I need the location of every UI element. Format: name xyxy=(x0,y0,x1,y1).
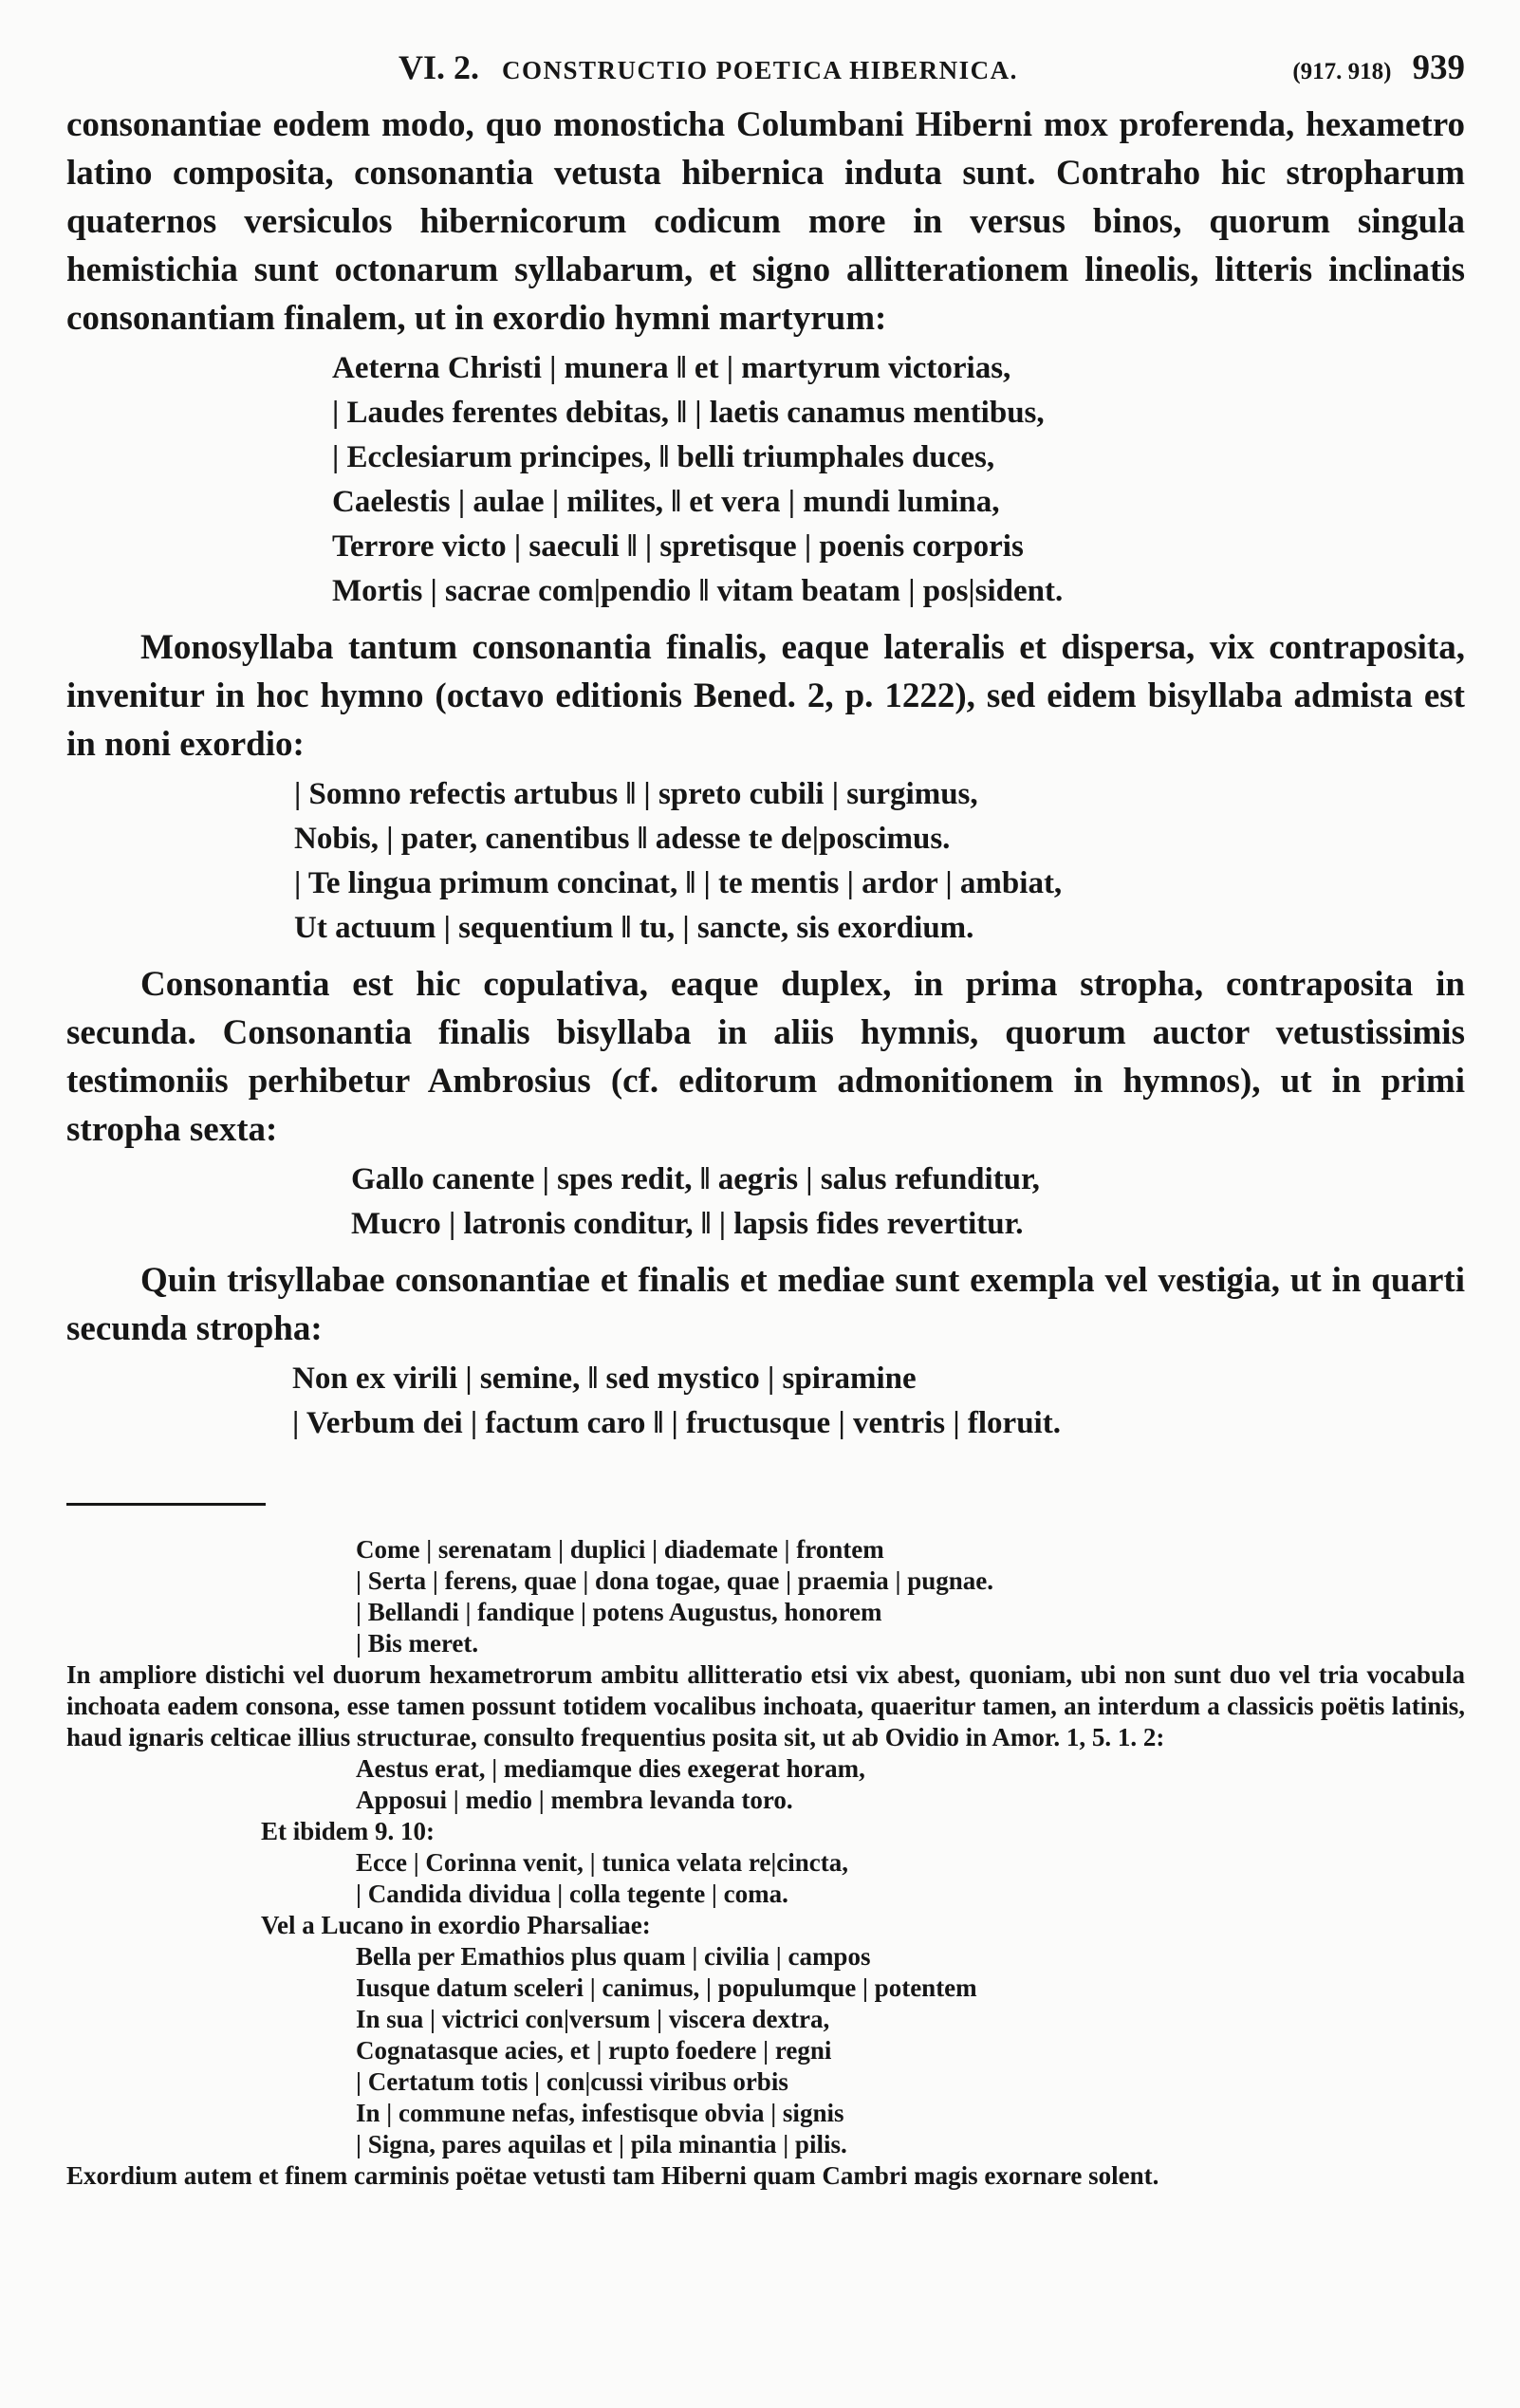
footnote-verse-block xyxy=(66,1847,1465,1910)
verse-line: | Certatum totis | con|cussi viribus orbis xyxy=(356,2067,788,2096)
footnote-verse-block xyxy=(66,1534,1465,1659)
verse-line: Bella per Emathios plus quam | civilia | campos xyxy=(356,1942,871,1971)
verse-block-martyrum xyxy=(66,346,1465,614)
verse-line: | Somno refectis artubus ‖ | spreto cubili | surgimus, xyxy=(294,777,978,811)
verse-line: Non ex virili | semine, ‖ sed mystico | spiramine xyxy=(292,1361,917,1396)
footnote-verse-block xyxy=(66,1753,1465,1816)
verse-block-noni xyxy=(66,772,1465,951)
verse-line: Ut actuum | sequentium ‖ tu, | sancte, sis exordium. xyxy=(294,911,974,945)
verse-line: Caelestis | aulae | milites, ‖ et vera | mundi lumina, xyxy=(332,485,1000,519)
verse-line: | Serta | ferens, quae | dona togae, quae | praemia | pugnae. xyxy=(356,1566,993,1595)
verse-block-quarti xyxy=(66,1357,1465,1446)
running-header xyxy=(66,47,1465,101)
verse-line: | Bis meret. xyxy=(356,1629,479,1658)
running-title: CONSTRUCTIO POETICA HIBERNICA. xyxy=(502,56,1018,84)
footnote-paragraph: In ampliore distichi vel duorum hexametrorum ambitu allitteratio etsi vix abest, quoniam, ubi non sunt duo vel tria vocabula inchoata eadem consona, esse tamen possunt totidem vocalibus inchoata, quaeritur tamen, an interdum a classicis poëtis latinis, haud ignaris celticae illius structurae, consulto frequentius posita sit, ut ab Ovidio in Amor. 1, 5. 1. 2: xyxy=(66,1660,1465,1751)
main-text xyxy=(66,101,1465,1446)
verse-line: | Laudes ferentes debitas, ‖ | laetis canamus mentibus, xyxy=(332,396,1045,430)
footnote-verse-block xyxy=(66,1941,1465,2160)
verse-line: | Signa, pares aquilas et | pila minantia | pilis. xyxy=(356,2130,847,2158)
verse-line: Cognatasque acies, et | rupto foedere | regni xyxy=(356,2036,832,2065)
verse-line: Apposui | medio | membra levanda toro. xyxy=(356,1786,793,1814)
verse-block-primi xyxy=(66,1158,1465,1247)
paragraph: Quin trisyllabae consonantiae et finalis et mediae sunt exempla vel vestigia, ut in quarti secunda stropha: xyxy=(66,1261,1465,1348)
verse-line: Terrore victo | saeculi ‖ | spretisque | poenis corporis xyxy=(332,529,1024,564)
paragraph: Monosyllaba tantum consonantia finalis, eaque lateralis et dispersa, vix contraposita, invenitur in hoc hymno (octavo editionis Bened. 2, p. 1222), sed eidem bisyllaba admista est in noni exordio: xyxy=(66,628,1465,764)
verse-line: In sua | victrici con|versum | viscera dextra, xyxy=(356,2005,830,2033)
footnote-rule xyxy=(66,1503,266,1506)
footnote-label: Vel a Lucano in exordio Pharsaliae: xyxy=(261,1911,651,1939)
verse-line: Gallo canente | spes redit, ‖ aegris | salus refunditur, xyxy=(351,1162,1040,1196)
footnote-paragraph: Exordium autem et finem carminis poëtae vetusti tam Hiberni quam Cambri magis exornare solent. xyxy=(66,2161,1159,2190)
column-reference: (917. 918) xyxy=(1292,59,1392,84)
page-number: 939 xyxy=(1412,48,1465,87)
verse-line: Mucro | latronis conditur, ‖ | lapsis fides revertitur. xyxy=(351,1207,1024,1241)
verse-line: Iusque datum sceleri | canimus, | populumque | potentem xyxy=(356,1973,977,2002)
verse-line: Come | serenatam | duplici | diademate | frontem xyxy=(356,1535,884,1564)
footnote xyxy=(66,1534,1465,2192)
paragraph: Consonantia est hic copulativa, eaque duplex, in prima stropha, contraposita in secunda. Consonantia finalis bisyllaba in aliis hymnis, quorum auctor vetustissimis testimoniis perhibetur Ambrosius (cf. editorum admonitionem in hymnos), ut in primi stropha sexta: xyxy=(66,965,1465,1149)
verse-line: In | commune nefas, infestisque obvia | signis xyxy=(356,2099,844,2127)
section-number: VI. 2. xyxy=(399,48,480,86)
verse-line: | Bellandi | fandique | potens Augustus, honorem xyxy=(356,1598,882,1626)
verse-line: | Verbum dei | factum caro ‖ | fructusque | ventris | floruit. xyxy=(292,1406,1061,1440)
verse-line: | Candida dividua | colla tegente | coma. xyxy=(356,1880,788,1908)
verse-line: Mortis | sacrae com|pendio ‖ vitam beatam | pos|sident. xyxy=(332,574,1064,608)
verse-line: | Ecclesiarum principes, ‖ belli triumphales duces, xyxy=(332,440,995,474)
verse-line: Aeterna Christi | munera ‖ et | martyrum victorias, xyxy=(332,351,1011,385)
verse-line: Aestus erat, | mediamque dies exegerat horam, xyxy=(356,1754,865,1783)
verse-line: Nobis, | pater, canentibus ‖ adesse te de|poscimus. xyxy=(294,822,951,856)
footnote-label: Et ibidem 9. 10: xyxy=(261,1817,436,1845)
paragraph: consonantiae eodem modo, quo monosticha Columbani Hiberni mox proferenda, hexametro latino composita, consonantia vetusta hibernica induta sunt. Contraho hic stropharum quaternos versiculos hibernicorum codicum more in versus binos, quorum singula hemistichia sunt octonarum syllabarum, et signo allitterationem lineolis, litteris inclinatis consonantiam finalem, ut in exordio hymni martyrum: xyxy=(66,105,1465,338)
verse-line: Ecce | Corinna venit, | tunica velata re|cincta, xyxy=(356,1848,848,1877)
verse-line: | Te lingua primum concinat, ‖ | te mentis | ardor | ambiat, xyxy=(294,866,1063,900)
